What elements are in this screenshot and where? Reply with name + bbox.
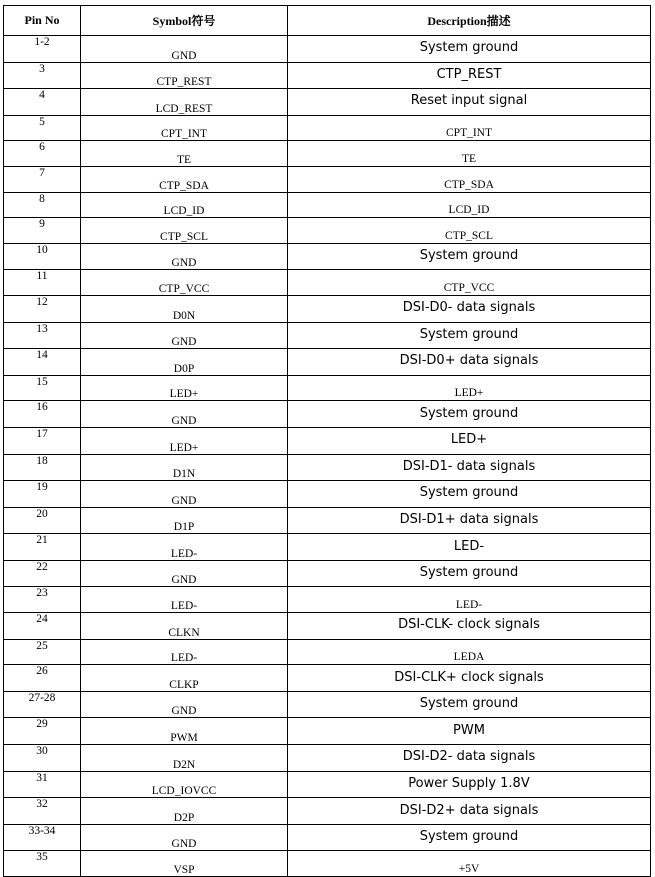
description-cell: Reset input signal — [288, 89, 651, 116]
symbol-cell: D2P — [81, 798, 288, 825]
table-header-row — [4, 6, 651, 36]
description-cell: DSI-CLK+ clock signals — [288, 665, 651, 692]
table-row — [4, 613, 651, 640]
symbol-cell: CTP_VCC — [81, 270, 288, 296]
table-row — [4, 270, 651, 296]
description-cell: DSI-D1+ data signals — [288, 507, 651, 534]
symbol-cell: PWM — [81, 718, 288, 745]
symbol-cell: D0P — [81, 349, 288, 376]
symbol-cell: GND — [81, 243, 288, 270]
pin-number-cell: 9 — [4, 218, 81, 244]
pin-number-cell: 26 — [4, 665, 81, 692]
pin-number-cell: 10 — [4, 243, 81, 270]
table-row — [4, 718, 651, 745]
pin-number-cell: 30 — [4, 745, 81, 772]
table-row — [4, 745, 651, 772]
table-row — [4, 243, 651, 270]
table-row — [4, 454, 651, 481]
symbol-cell: GND — [81, 36, 288, 63]
pin-number-cell: 16 — [4, 401, 81, 428]
description-cell: LED- — [288, 534, 651, 561]
header-symbol: Symbol符号 — [81, 6, 288, 36]
table-row — [4, 798, 651, 825]
table-body — [4, 36, 651, 877]
pin-number-cell: 17 — [4, 427, 81, 454]
description-cell: System ground — [288, 691, 651, 718]
pin-number-cell: 18 — [4, 454, 81, 481]
description-cell: System ground — [288, 401, 651, 428]
pin-number-cell: 4 — [4, 89, 81, 116]
header-pin-no: Pin No — [4, 6, 81, 36]
symbol-cell: CLKP — [81, 665, 288, 692]
pin-number-cell: 3 — [4, 62, 81, 89]
description-cell: Power Supply 1.8V — [288, 771, 651, 798]
table-row — [4, 665, 651, 692]
table-row — [4, 481, 651, 508]
description-cell: System ground — [288, 36, 651, 63]
table-row — [4, 560, 651, 587]
description-cell: CPT_INT — [288, 115, 651, 141]
description-cell: LEDA — [288, 639, 651, 665]
symbol-cell: GND — [81, 401, 288, 428]
description-cell: LED+ — [288, 427, 651, 454]
symbol-cell: VSP — [81, 851, 288, 877]
symbol-cell: LED- — [81, 534, 288, 561]
description-cell: System ground — [288, 560, 651, 587]
pin-number-cell: 27-28 — [4, 691, 81, 718]
table-row — [4, 349, 651, 376]
symbol-cell: GND — [81, 481, 288, 508]
symbol-cell: LED+ — [81, 427, 288, 454]
symbol-cell: LCD_ID — [81, 192, 288, 218]
table-row — [4, 218, 651, 244]
pin-number-cell: 14 — [4, 349, 81, 376]
pin-number-cell: 20 — [4, 507, 81, 534]
table-row — [4, 587, 651, 613]
pin-number-cell: 1-2 — [4, 36, 81, 63]
pin-number-cell: 25 — [4, 639, 81, 665]
pin-number-cell: 24 — [4, 613, 81, 640]
symbol-cell: LED+ — [81, 375, 288, 401]
symbol-cell: CLKN — [81, 613, 288, 640]
pin-number-cell: 21 — [4, 534, 81, 561]
table-row — [4, 62, 651, 89]
description-cell: System ground — [288, 322, 651, 349]
symbol-cell: LED- — [81, 587, 288, 613]
table-row — [4, 295, 651, 322]
description-cell: DSI-D0+ data signals — [288, 349, 651, 376]
pin-number-cell: 12 — [4, 295, 81, 322]
symbol-cell: D1P — [81, 507, 288, 534]
pin-number-cell: 11 — [4, 270, 81, 296]
description-cell: DSI-D0- data signals — [288, 295, 651, 322]
symbol-cell: D1N — [81, 454, 288, 481]
description-cell: CTP_SCL — [288, 218, 651, 244]
symbol-cell: GND — [81, 691, 288, 718]
pin-number-cell: 35 — [4, 851, 81, 877]
pin-number-cell: 15 — [4, 375, 81, 401]
table-row — [4, 375, 651, 401]
pin-number-cell: 13 — [4, 322, 81, 349]
description-cell: System ground — [288, 243, 651, 270]
description-cell: TE — [288, 141, 651, 167]
description-cell: CTP_VCC — [288, 270, 651, 296]
table-row — [4, 36, 651, 63]
pin-number-cell: 31 — [4, 771, 81, 798]
table-row — [4, 507, 651, 534]
header-description: Description描述 — [288, 6, 651, 36]
description-cell: PWM — [288, 718, 651, 745]
table-row — [4, 851, 651, 877]
table-row — [4, 427, 651, 454]
table-row — [4, 691, 651, 718]
symbol-cell: D2N — [81, 745, 288, 772]
pin-number-cell: 32 — [4, 798, 81, 825]
symbol-cell: GND — [81, 322, 288, 349]
table-row — [4, 824, 651, 851]
description-cell: CTP_REST — [288, 62, 651, 89]
symbol-cell: CTP_SDA — [81, 166, 288, 192]
pin-number-cell: 7 — [4, 166, 81, 192]
description-cell: DSI-D1- data signals — [288, 454, 651, 481]
table-row — [4, 401, 651, 428]
table-row — [4, 639, 651, 665]
table-row — [4, 141, 651, 167]
symbol-cell: GND — [81, 560, 288, 587]
pin-number-cell: 22 — [4, 560, 81, 587]
symbol-cell: CTP_SCL — [81, 218, 288, 244]
pin-number-cell: 29 — [4, 718, 81, 745]
table-row — [4, 322, 651, 349]
symbol-cell: CTP_REST — [81, 62, 288, 89]
pin-definition-table — [3, 5, 651, 877]
description-cell: +5V — [288, 851, 651, 877]
description-cell: DSI-CLK- clock signals — [288, 613, 651, 640]
description-cell: LED- — [288, 587, 651, 613]
table-row — [4, 166, 651, 192]
table-row — [4, 89, 651, 116]
pin-number-cell: 33-34 — [4, 824, 81, 851]
pin-number-cell: 8 — [4, 192, 81, 218]
table-row — [4, 115, 651, 141]
table-row — [4, 771, 651, 798]
description-cell: DSI-D2+ data signals — [288, 798, 651, 825]
symbol-cell: CPT_INT — [81, 115, 288, 141]
description-cell: DSI-D2- data signals — [288, 745, 651, 772]
symbol-cell: TE — [81, 141, 288, 167]
table-row — [4, 534, 651, 561]
symbol-cell: LED- — [81, 639, 288, 665]
symbol-cell: LCD_IOVCC — [81, 771, 288, 798]
description-cell: LCD_ID — [288, 192, 651, 218]
symbol-cell: GND — [81, 824, 288, 851]
table-row — [4, 192, 651, 218]
description-cell: LED+ — [288, 375, 651, 401]
symbol-cell: D0N — [81, 295, 288, 322]
description-cell: System ground — [288, 481, 651, 508]
pin-number-cell: 6 — [4, 141, 81, 167]
description-cell: System ground — [288, 824, 651, 851]
description-cell: CTP_SDA — [288, 166, 651, 192]
symbol-cell: LCD_REST — [81, 89, 288, 116]
pin-number-cell: 23 — [4, 587, 81, 613]
pin-number-cell: 19 — [4, 481, 81, 508]
pin-number-cell: 5 — [4, 115, 81, 141]
